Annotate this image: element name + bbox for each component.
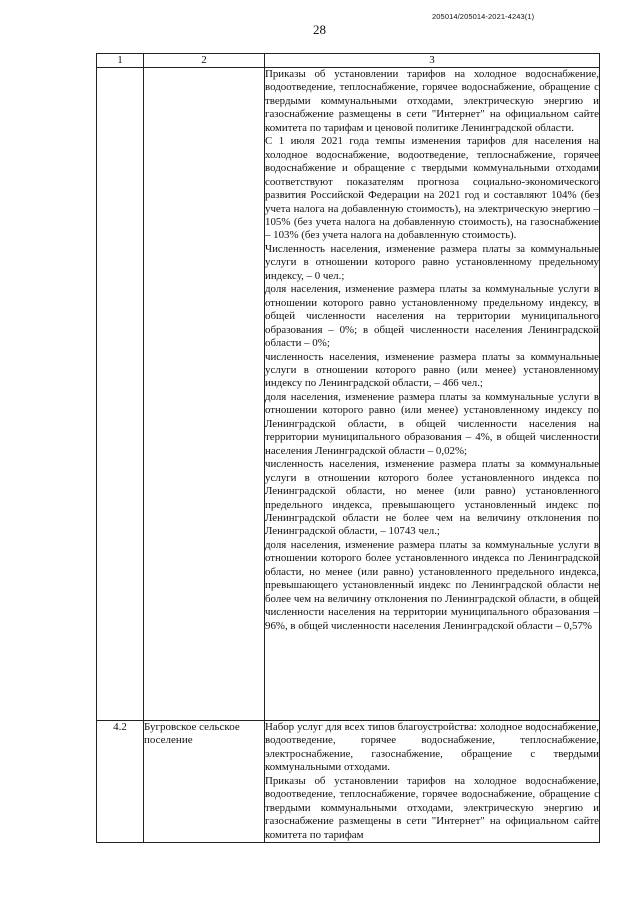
description-cell [265,68,600,721]
table-header-row [97,54,600,68]
column-header-2: 2 [144,54,265,68]
page-number: 28 [313,22,326,37]
table-row [97,721,600,843]
paragraph: Приказы об установлении тарифов на холодное водоснабжение, водоотведение, теплоснабжение, горячее водоснабжение, обращение с твердыми коммунальными отходами, электрическую энергию и газоснабжение размещены в сети "Интернет" на официальном сайте комитета по тарифам и ценовой политике Ленинградской области. [265,68,599,134]
row-number [97,68,144,721]
description-cell [265,721,600,843]
paragraph: С 1 июля 2021 года темпы изменения тарифов для населения на холодное водоснабжение, водоотведение, теплоснабжение, горячее водоснабжение и обращение с твердыми коммунальными отходами соответствуют показателям прогноза социально-экономического развития Российской Федерации на 2021 год и составляют 104% (без учета налога на добавленную стоимость), на электрическую энергию – 105% (без учета налога на добавленную стоимость), на газоснабжение – 103% (без учета налога на добавленную стоимость). [265,135,599,242]
column-header-1: 1 [97,54,144,68]
municipality-name: Бугровское сельское поселение [144,721,265,843]
column-header-3: 3 [265,54,600,68]
document-code: 205014/205014-2021-4243(1) [432,12,535,21]
paragraph: Численность населения, изменение размера платы за коммунальные услуги в отношении которого равно установленному предельному индексу, – 0 чел.; [265,242,599,282]
row-number: 4.2 [97,721,144,843]
table-row [97,68,600,721]
paragraph: Приказы об установлении тарифов на холодное водоснабжение, водоотведение, теплоснабжение, горячее водоснабжение, обращение с твердыми коммунальными отходами, электрическую энергию и газоснабжение размещены в сети "Интернет" на официальном сайте комитета по тарифам [265,774,599,841]
paragraph: численность населения, изменение размера платы за коммунальные услуги в отношении которого равно (или менее) установленному индексу по Ленинградской области, – 466 чел.; [265,350,599,390]
paragraph: численность населения, изменение размера платы за коммунальные услуги в отношении которого более установленного индекса по Ленинградской области, но менее (или равно) установленного предельного индекса, превышающего установленный индекс по Ленинградской области не более чем на величину отклонения по Ленинградской области, – 10743 чел.; [265,458,599,538]
municipality-name [144,68,265,721]
data-table [96,53,600,843]
paragraph: Набор услуг для всех типов благоустройства: холодное водоснабжение, водоотведение, горячее водоснабжение, теплоснабжение, электроснабжение, газоснабжение, обращение с твердыми коммунальными отходами. [265,721,599,774]
paragraph: доля населения, изменение размера платы за коммунальные услуги в отношении которого равно (или менее) установленному индексу по Ленинградской области, в общей численности населения на территории муниципального образования – 4%, в общей численности населения Ленинградской области – 0,02%; [265,390,599,457]
paragraph: доля населения, изменение размера платы за коммунальные услуги в отношении которого более установленного индекса по Ленинградской области, но менее (или равно) установленного предельного индекса, превышающего установленный индекс по Ленинградской области не более чем на величину отклонения по Ленинградской области, в общей численности населения на территории муниципального образования – 96%, в общей численности населения Ленинградской области – 0,57% [265,538,599,632]
paragraph: доля населения, изменение размера платы за коммунальные услуги в отношении которого равно установленному предельному индексу, в общей численности населения на территории муниципального образования – 0%; в общей численности населения Ленинградской области – 0%; [265,283,599,350]
